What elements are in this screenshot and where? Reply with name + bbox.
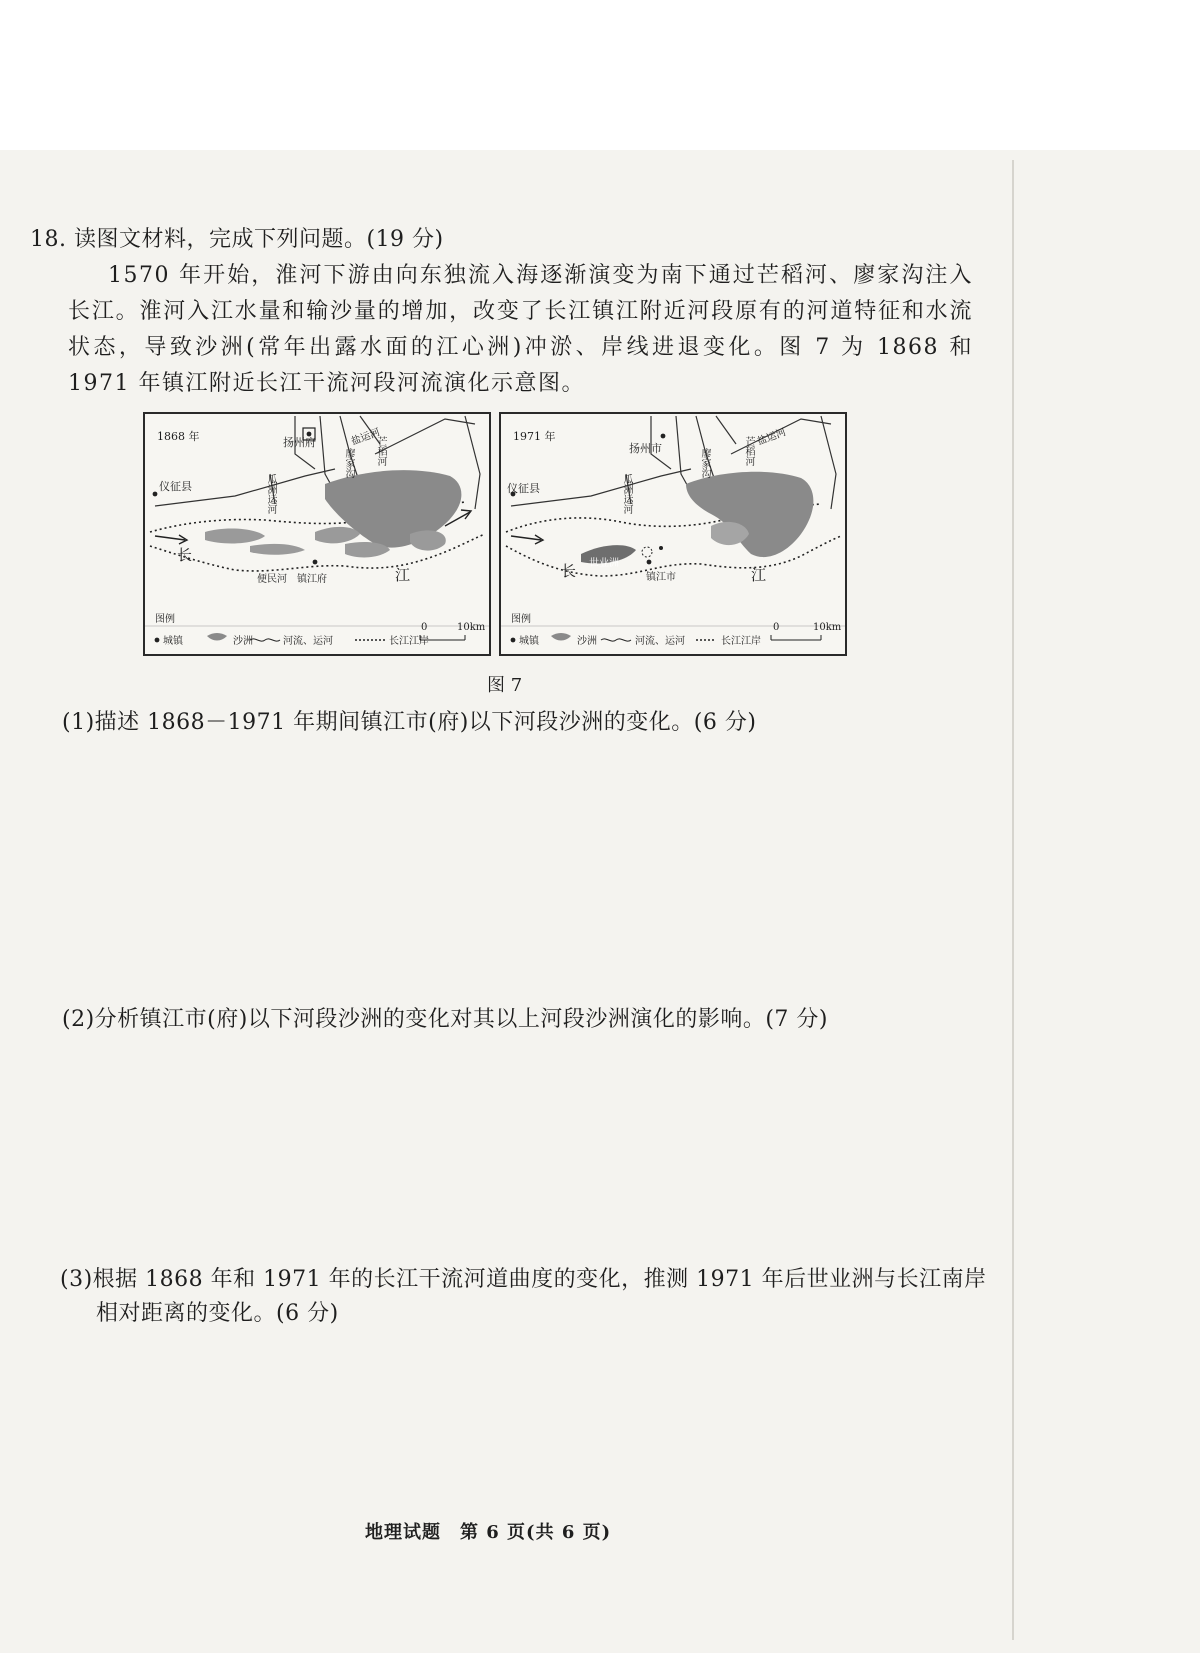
question-header: 18. 读图文材料，完成下列问题。(19 分)	[30, 227, 444, 252]
legend-sandbar: 沙洲	[233, 636, 253, 647]
map-1868-drawing	[145, 414, 489, 654]
legend-scale-10: 10km	[813, 622, 842, 633]
legend-scale-10: 10km	[457, 622, 486, 633]
yizheng-label: 仪征县	[159, 480, 192, 493]
figure-7	[143, 412, 859, 656]
guazhou-label: 瓜洲运河	[265, 474, 276, 514]
map-1868	[143, 412, 491, 656]
yanyun-label: 盐运河	[755, 427, 788, 448]
legend-title: 图例	[511, 614, 531, 625]
liaojia-label: 廖家沟	[343, 448, 354, 478]
legend-bank: 长江江岸	[721, 636, 761, 647]
jiang-label: 江	[395, 566, 411, 584]
page-footer: 地理试题 第 6 页(共 6 页)	[365, 1522, 612, 1543]
liaojia-label: 廖家沟	[699, 448, 710, 478]
legend-town: 城镇	[163, 636, 183, 647]
map-1971	[499, 412, 847, 656]
zhenjiang-label: 镇江市	[646, 572, 676, 583]
legend-bank: 长江江岸	[389, 636, 429, 647]
legend-scale-0: 0	[773, 622, 780, 633]
jiang-label: 江	[751, 566, 767, 584]
subquestion-3-line-2: 相对距离的变化。(6 分)	[96, 1301, 339, 1326]
legend	[153, 622, 486, 648]
chang-label: 长	[561, 562, 577, 580]
guazhou-label: 瓜洲运河	[621, 474, 632, 514]
mangdao-label: 芒稻河	[743, 436, 754, 466]
legend-scale-0: 0	[421, 622, 428, 633]
map-1971-year: 1971 年	[513, 430, 556, 443]
figure-caption: 图 7	[487, 675, 523, 696]
mangdao-label: 芒稻河	[375, 436, 386, 466]
bianmin-label: 便民河	[257, 574, 287, 585]
legend-town: 城镇	[519, 636, 539, 647]
yizheng-label: 仪征县	[507, 482, 540, 495]
page-fold-line	[1012, 160, 1014, 1640]
chang-label: 长	[177, 546, 193, 564]
map-1868-year: 1868 年	[157, 430, 200, 443]
yangzhou-label: 扬州市	[629, 442, 662, 455]
subquestion-3-line-1: (3)根据 1868 年和 1971 年的长江干流河道曲度的变化，推测 1971 年后世业洲与长江南岸	[60, 1267, 987, 1292]
legend-title: 图例	[155, 614, 175, 625]
legend-sandbar: 沙洲	[577, 636, 597, 647]
zhenjiang-label: 镇江府	[297, 574, 327, 585]
subquestion-1: (1)描述 1868－1971 年期间镇江市(府)以下河段沙洲的变化。(6 分)	[62, 710, 757, 735]
legend-river: 河流、运河	[283, 636, 333, 647]
yanyun-label: 盐运河	[349, 427, 382, 448]
yangzhou-label: 扬州府	[283, 436, 316, 449]
subquestion-2: (2)分析镇江市(府)以下河段沙洲的变化对其以上河段沙洲演化的影响。(7 分)	[62, 1007, 828, 1032]
question-material: 1570 年开始，淮河下游由向东独流入海逐渐演变为南下通过芒稻河、廖家沟注入长江。淮河入江水量和输沙量的增加，改变了长江镇江附近河段原有的河道特征和水流状态，导致沙洲(常年出露水面的江心洲)冲淤、岸线进退变化。图 7 为 1868 和 1971 年镇江附近长江干流河段河流演化示意图。	[68, 263, 973, 396]
legend-river: 河流、运河	[635, 636, 685, 647]
map-1971-drawing	[501, 414, 845, 654]
shiye-label: 世业洲	[589, 558, 619, 569]
legend	[509, 622, 842, 648]
